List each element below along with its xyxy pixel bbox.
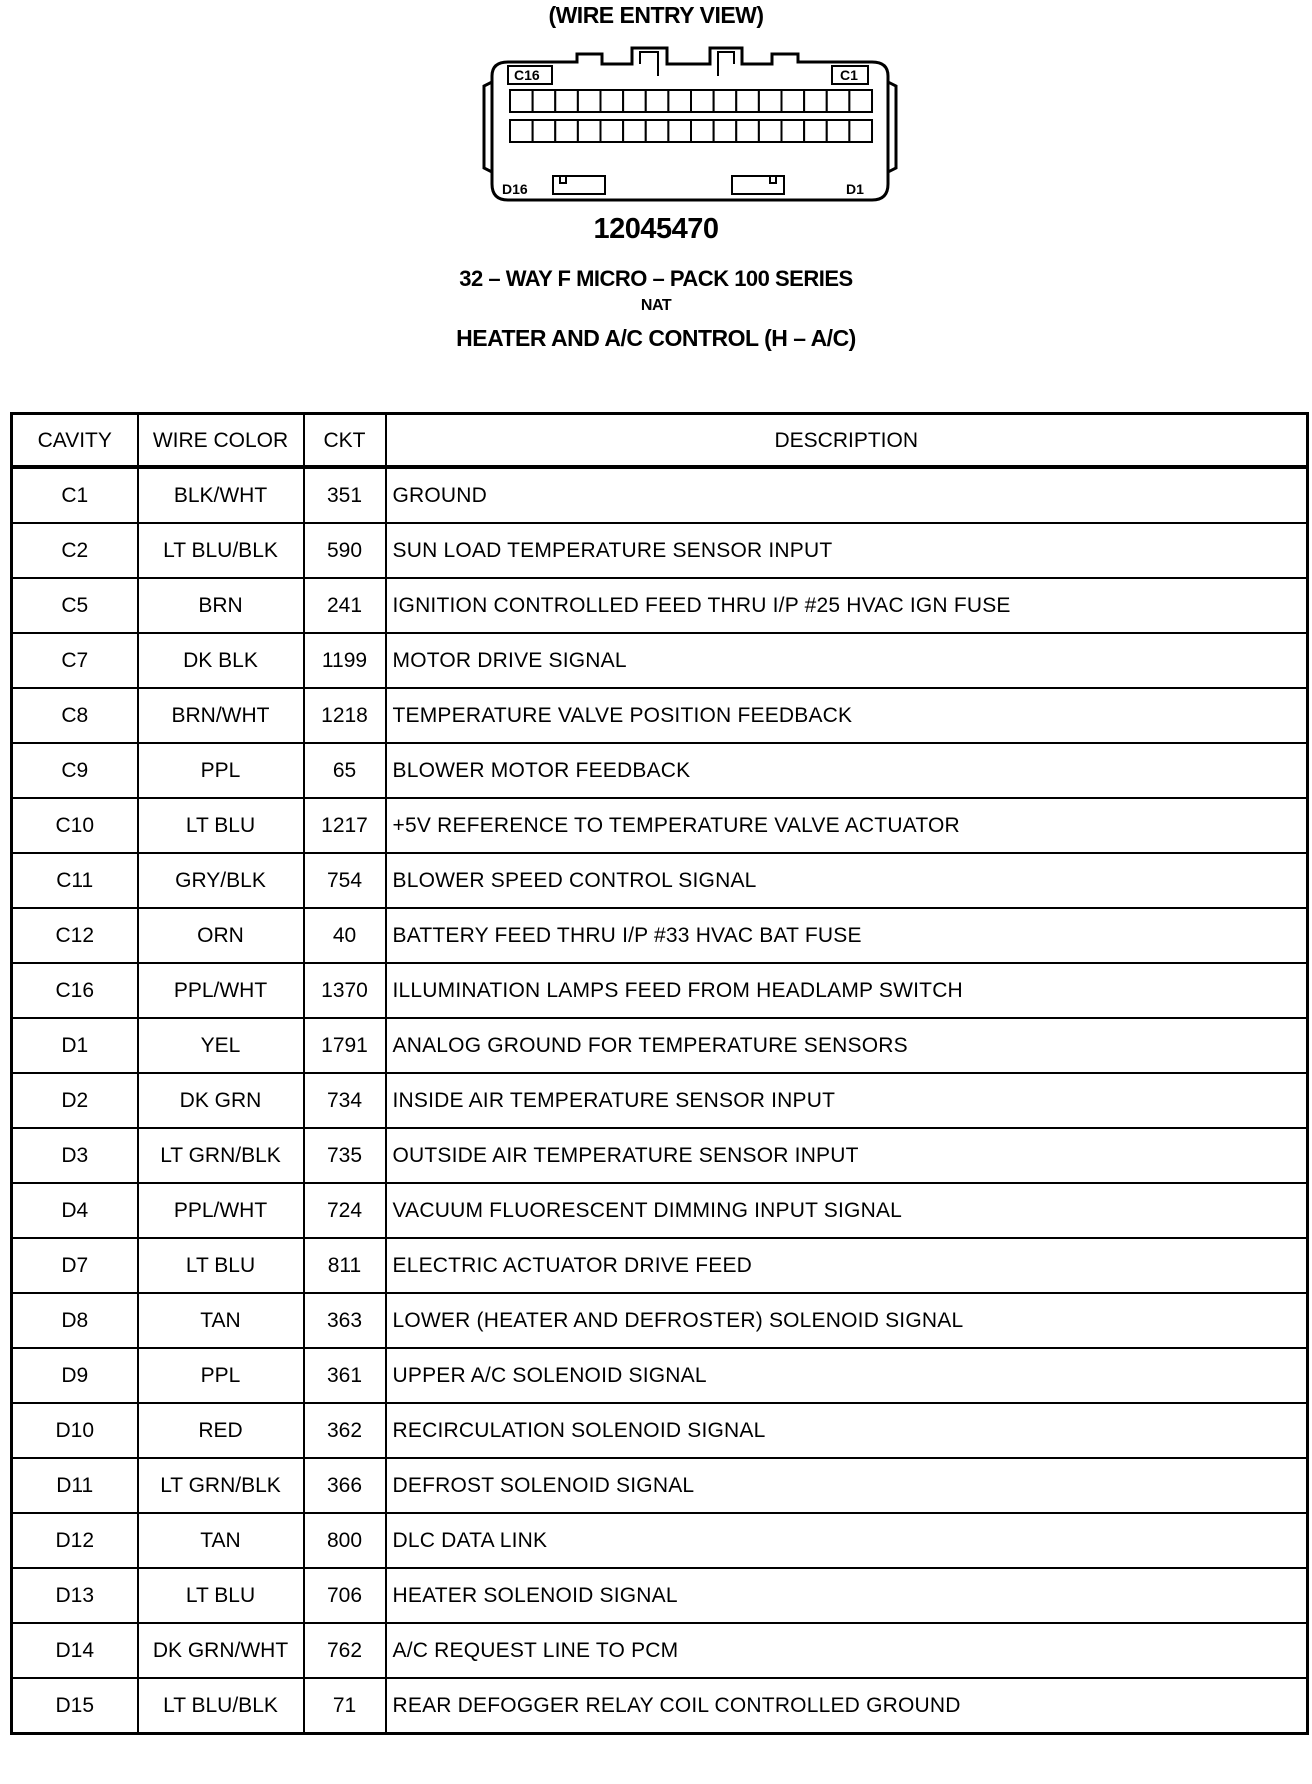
table-row <box>12 523 1308 578</box>
cell-ckt: 1218 <box>304 688 386 743</box>
cell-ckt: 363 <box>304 1293 386 1348</box>
cell-description: REAR DEFOGGER RELAY COIL CONTROLLED GROUND <box>386 1678 1308 1734</box>
cell-description: A/C REQUEST LINE TO PCM <box>386 1623 1308 1678</box>
cell-cavity: D7 <box>12 1238 138 1293</box>
cell-cavity: C5 <box>12 578 138 633</box>
table-row <box>12 688 1308 743</box>
cell-wire-color: TAN <box>138 1513 304 1568</box>
cell-ckt: 1370 <box>304 963 386 1018</box>
cell-cavity: D15 <box>12 1678 138 1734</box>
label-d16: D16 <box>502 181 528 197</box>
cavity-c <box>646 90 669 112</box>
cell-wire-color: ORN <box>138 908 304 963</box>
table-row <box>12 1513 1308 1568</box>
cavity-c <box>782 90 805 112</box>
cell-description: DLC DATA LINK <box>386 1513 1308 1568</box>
cell-ckt: 706 <box>304 1568 386 1623</box>
cell-cavity: D13 <box>12 1568 138 1623</box>
table-row <box>12 1348 1308 1403</box>
header-description: DESCRIPTION <box>386 414 1308 468</box>
table-row <box>12 1073 1308 1128</box>
cell-wire-color: GRY/BLK <box>138 853 304 908</box>
cell-wire-color: TAN <box>138 1293 304 1348</box>
cell-cavity: D14 <box>12 1623 138 1678</box>
cell-wire-color: LT BLU <box>138 1568 304 1623</box>
cell-description: INSIDE AIR TEMPERATURE SENSOR INPUT <box>386 1073 1308 1128</box>
cell-ckt: 71 <box>304 1678 386 1734</box>
header-cavity: CAVITY <box>12 414 138 468</box>
cell-cavity: C12 <box>12 908 138 963</box>
table-row <box>12 1458 1308 1513</box>
cell-description: UPPER A/C SOLENOID SIGNAL <box>386 1348 1308 1403</box>
cell-wire-color: PPL/WHT <box>138 1183 304 1238</box>
cavity-c <box>578 90 601 112</box>
cavity-c <box>759 90 782 112</box>
cell-cavity: D8 <box>12 1293 138 1348</box>
cell-description: LOWER (HEATER AND DEFROSTER) SOLENOID SIGNAL <box>386 1293 1308 1348</box>
cavity-c <box>623 90 646 112</box>
cell-ckt: 724 <box>304 1183 386 1238</box>
cell-wire-color: LT BLU/BLK <box>138 523 304 578</box>
cell-description: ILLUMINATION LAMPS FEED FROM HEADLAMP SWITCH <box>386 963 1308 1018</box>
cell-wire-color: RED <box>138 1403 304 1458</box>
cell-wire-color: BRN/WHT <box>138 688 304 743</box>
cavity-c <box>691 90 714 112</box>
cell-cavity: C10 <box>12 798 138 853</box>
cell-cavity: D1 <box>12 1018 138 1073</box>
cavity-c <box>804 90 827 112</box>
cell-cavity: D3 <box>12 1128 138 1183</box>
pinout-table <box>10 412 1309 1735</box>
cavity-c <box>736 90 759 112</box>
cell-description: RECIRCULATION SOLENOID SIGNAL <box>386 1403 1308 1458</box>
cavity-row-c <box>510 90 872 112</box>
header-wire-color: WIRE COLOR <box>138 414 304 468</box>
cell-wire-color: LT BLU/BLK <box>138 1678 304 1734</box>
cavity-c <box>601 90 624 112</box>
cavity-d <box>759 120 782 142</box>
table-row <box>12 467 1308 523</box>
cavity-d <box>804 120 827 142</box>
table-row <box>12 853 1308 908</box>
table-row <box>12 633 1308 688</box>
cell-description: ELECTRIC ACTUATOR DRIVE FEED <box>386 1238 1308 1293</box>
cell-ckt: 762 <box>304 1623 386 1678</box>
cavity-d <box>510 120 533 142</box>
cavity-d <box>668 120 691 142</box>
cell-cavity: C16 <box>12 963 138 1018</box>
cell-wire-color: DK GRN <box>138 1073 304 1128</box>
cavity-d <box>691 120 714 142</box>
cell-cavity: D9 <box>12 1348 138 1403</box>
view-label: (WIRE ENTRY VIEW) <box>548 2 764 28</box>
cell-wire-color: LT BLU <box>138 1238 304 1293</box>
cavity-c <box>555 90 578 112</box>
cell-description: ANALOG GROUND FOR TEMPERATURE SENSORS <box>386 1018 1308 1073</box>
cell-ckt: 754 <box>304 853 386 908</box>
part-number: 12045470 <box>593 213 719 245</box>
table-row <box>12 798 1308 853</box>
component-name: HEATER AND A/C CONTROL (H – A/C) <box>456 325 856 351</box>
cell-ckt: 1791 <box>304 1018 386 1073</box>
cavity-c <box>533 90 556 112</box>
cell-wire-color: PPL <box>138 1348 304 1403</box>
cell-description: MOTOR DRIVE SIGNAL <box>386 633 1308 688</box>
cell-ckt: 362 <box>304 1403 386 1458</box>
cell-ckt: 351 <box>304 467 386 523</box>
cell-cavity: D2 <box>12 1073 138 1128</box>
cell-description: BLOWER SPEED CONTROL SIGNAL <box>386 853 1308 908</box>
cell-ckt: 366 <box>304 1458 386 1513</box>
cell-ckt: 800 <box>304 1513 386 1568</box>
cavity-c <box>827 90 850 112</box>
table-row <box>12 1293 1308 1348</box>
cavity-d <box>533 120 556 142</box>
cavity-d <box>782 120 805 142</box>
label-c1: C1 <box>840 67 858 83</box>
cell-cavity: C9 <box>12 743 138 798</box>
table-row <box>12 908 1308 963</box>
cavity-d <box>736 120 759 142</box>
label-c16: C16 <box>514 67 540 83</box>
table-row <box>12 743 1308 798</box>
cell-cavity: C8 <box>12 688 138 743</box>
cell-ckt: 241 <box>304 578 386 633</box>
cell-wire-color: BLK/WHT <box>138 467 304 523</box>
cell-ckt: 811 <box>304 1238 386 1293</box>
cell-wire-color: DK GRN/WHT <box>138 1623 304 1678</box>
table-body <box>12 467 1308 1734</box>
cell-description: VACUUM FLUORESCENT DIMMING INPUT SIGNAL <box>386 1183 1308 1238</box>
connector-diagram <box>480 42 900 212</box>
cell-ckt: 1217 <box>304 798 386 853</box>
cell-wire-color: LT GRN/BLK <box>138 1458 304 1513</box>
cell-description: TEMPERATURE VALVE POSITION FEEDBACK <box>386 688 1308 743</box>
cell-cavity: D12 <box>12 1513 138 1568</box>
cavity-c <box>849 90 872 112</box>
cavity-d <box>578 120 601 142</box>
cavity-d <box>601 120 624 142</box>
label-d1: D1 <box>846 181 864 197</box>
cell-wire-color: PPL/WHT <box>138 963 304 1018</box>
table-row <box>12 1623 1308 1678</box>
cavity-c <box>668 90 691 112</box>
cell-wire-color: LT BLU <box>138 798 304 853</box>
cavity-d <box>555 120 578 142</box>
table-row <box>12 1183 1308 1238</box>
connector-variant: NAT <box>640 297 672 314</box>
table-row <box>12 1128 1308 1183</box>
table-row <box>12 963 1308 1018</box>
cell-wire-color: PPL <box>138 743 304 798</box>
cell-description: BATTERY FEED THRU I/P #33 HVAC BAT FUSE <box>386 908 1308 963</box>
table-row <box>12 1018 1308 1073</box>
cell-cavity: C2 <box>12 523 138 578</box>
connector-type: 32 – WAY F MICRO – PACK 100 SERIES <box>459 266 853 291</box>
cell-wire-color: LT GRN/BLK <box>138 1128 304 1183</box>
cell-description: +5V REFERENCE TO TEMPERATURE VALVE ACTUATOR <box>386 798 1308 853</box>
header-ckt: CKT <box>304 414 386 468</box>
cell-cavity: D4 <box>12 1183 138 1238</box>
cell-wire-color: DK BLK <box>138 633 304 688</box>
cell-description: HEATER SOLENOID SIGNAL <box>386 1568 1308 1623</box>
cell-ckt: 590 <box>304 523 386 578</box>
cell-ckt: 361 <box>304 1348 386 1403</box>
table-header-row <box>12 414 1308 468</box>
cavity-c <box>510 90 533 112</box>
cell-wire-color: YEL <box>138 1018 304 1073</box>
cell-wire-color: BRN <box>138 578 304 633</box>
cavity-d <box>646 120 669 142</box>
cell-description: IGNITION CONTROLLED FEED THRU I/P #25 HVAC IGN FUSE <box>386 578 1308 633</box>
cell-cavity: D11 <box>12 1458 138 1513</box>
table-row <box>12 578 1308 633</box>
cell-ckt: 1199 <box>304 633 386 688</box>
table-row <box>12 1238 1308 1293</box>
cell-ckt: 65 <box>304 743 386 798</box>
cavity-d <box>827 120 850 142</box>
table-row <box>12 1678 1308 1734</box>
cell-cavity: C11 <box>12 853 138 908</box>
cell-description: GROUND <box>386 467 1308 523</box>
cell-ckt: 40 <box>304 908 386 963</box>
cell-description: OUTSIDE AIR TEMPERATURE SENSOR INPUT <box>386 1128 1308 1183</box>
cell-cavity: C1 <box>12 467 138 523</box>
cavity-d <box>714 120 737 142</box>
cavity-d <box>849 120 872 142</box>
cavity-d <box>623 120 646 142</box>
table-row <box>12 1403 1308 1458</box>
table-row <box>12 1568 1308 1623</box>
cell-ckt: 734 <box>304 1073 386 1128</box>
cavity-c <box>714 90 737 112</box>
cell-description: SUN LOAD TEMPERATURE SENSOR INPUT <box>386 523 1308 578</box>
cell-cavity: D10 <box>12 1403 138 1458</box>
cavity-row-d <box>510 120 872 142</box>
cell-cavity: C7 <box>12 633 138 688</box>
cell-description: DEFROST SOLENOID SIGNAL <box>386 1458 1308 1513</box>
cell-description: BLOWER MOTOR FEEDBACK <box>386 743 1308 798</box>
cell-ckt: 735 <box>304 1128 386 1183</box>
